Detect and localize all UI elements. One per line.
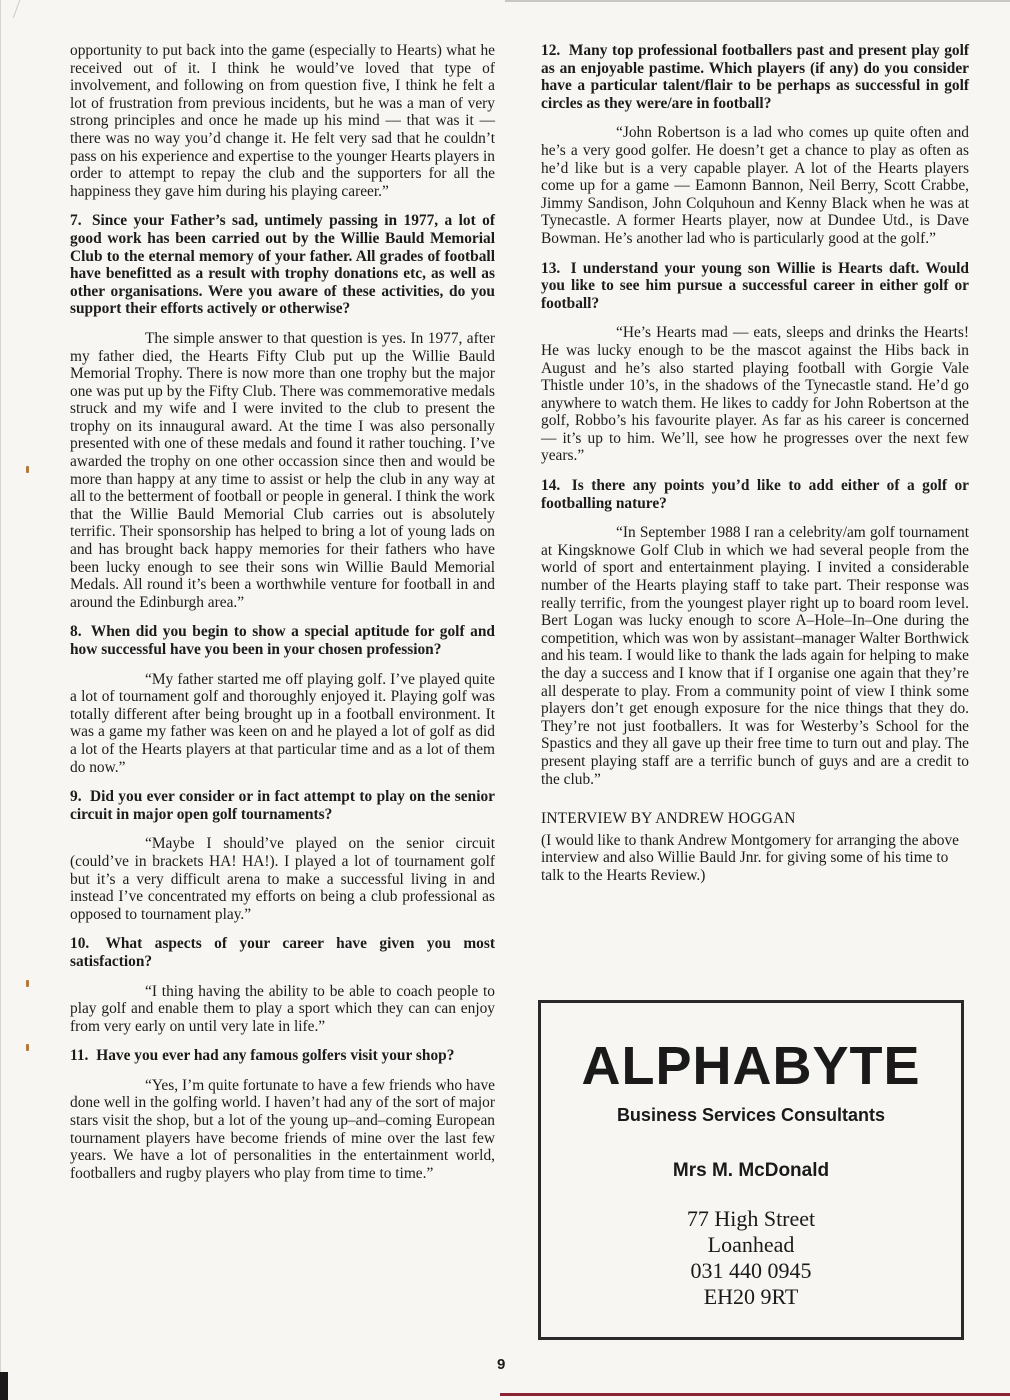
question-13 — [541, 260, 969, 313]
page-left-edge — [0, 0, 1, 1400]
question-text: What aspects of your career have given you most satisfaction? — [70, 935, 495, 970]
binding-hole-mark — [26, 980, 29, 987]
question-text: Have you ever had any famous golfers visit your shop? — [96, 1047, 455, 1065]
question-text: Did you ever consider or in fact attempt to play on the senior circuit in major open golf tournaments? — [70, 788, 495, 823]
question-11 — [70, 1047, 495, 1065]
advert-postcode: EH20 9RT — [703, 1284, 799, 1309]
page-bottom-rule — [500, 1393, 1010, 1396]
question-text: When did you begin to show a special aptitude for golf and how successful have you been in your chosen profession? — [70, 623, 495, 658]
question-number: 8. — [70, 623, 82, 641]
corner-fold-mark — [0, 0, 20, 18]
left-column — [70, 42, 495, 1182]
question-text: Since your Father’s sad, untimely passing in 1977, a lot of good work has been carried out by the Willie Bauld Memorial Club to the eternal memory of your father. All grades of football have benefitted as a result with trophy donations etc, as well as other organisations. Were you aware of these activities, do you support their efforts actively or otherwise? — [70, 212, 495, 318]
question-10 — [70, 935, 495, 970]
answer-8: “My father started me off playing golf. I’ve played quite a lot of tournament golf and thoroughly enjoyed it. Playing golf was totally different after being brought up in a football environment. It was a game my father was keen on and he played a lot of golf as did a lot of the Hearts players at that particular time and as a lot of them do now.” — [70, 670, 495, 776]
page-bottom-edge-mark — [0, 1372, 8, 1400]
question-text: Many top professional footballers past and present play golf as an enjoyable pastime. Which players (if any) do you consider have a particular talent/flair to be perhaps as successful in golf circles as they were/are in football? — [541, 42, 969, 112]
right-column — [541, 42, 969, 885]
advert-phone: 031 440 0945 — [690, 1258, 812, 1283]
thanks-note: (I would like to thank Andrew Montgomery for arranging the above interview and also Willie Bauld Jnr. for giving some of his time to talk to the Hearts Review.) — [541, 831, 960, 884]
question-number: 9. — [70, 788, 82, 806]
question-number: 11. — [70, 1047, 89, 1065]
alphabyte-advert — [538, 1000, 964, 1340]
question-9 — [70, 788, 495, 823]
page-top-edge — [505, 0, 1010, 2]
question-8 — [70, 623, 495, 658]
advert-town: Loanhead — [707, 1232, 795, 1257]
question-number: 10. — [70, 935, 90, 953]
question-12 — [541, 42, 969, 112]
question-number: 12. — [541, 42, 561, 59]
binding-hole-mark — [26, 466, 29, 473]
advert-address — [541, 1206, 961, 1310]
question-7 — [70, 212, 495, 318]
page-number: 9 — [497, 1356, 506, 1373]
question-number: 13. — [541, 259, 561, 277]
interview-credit: INTERVIEW BY ANDREW HOGGAN — [541, 810, 796, 828]
question-number: 7. — [70, 212, 82, 230]
question-text: I understand your young son Willie is Hearts daft. Would you like to see him pursue a successful career in either golf or football? — [541, 259, 969, 312]
advert-contact-name: Mrs M. McDonald — [672, 1160, 830, 1181]
advert-company-name: ALPHABYTE — [581, 1036, 921, 1096]
intro-paragraph: opportunity to put back into the game (especially to Hearts) what he received out of it. I think he would’ve loved that type of involvement, and following on from question five, I think he felt a lot of frustration from previous incidents, but he was a man of very strong principles and once he made up his mind — that was it — there was no way you’d change it. He felt very sad that he couldn’t pass on his experience and expertise to the younger Hearts players in order to attempt to repay the club and the supporters for all the happiness they gave him during his playing career.” — [70, 42, 495, 200]
answer-7: The simple answer to that question is yes. In 1977, after my father died, the Hearts Fifty Club put up the Willie Bauld Memorial Trophy. There is now more than one trophy but the major one was put up by the Fifty Club. There was commemorative medals struck and my wife and I were invited to the club to present the trophy on its innaugural award. At the time I was also personally presented with one of these medals and found it rather touching. I’ve awarded the trophy on one other occassion since then and would be more than happy at any time to assist or help the club in any way at all to the betterment of football or people in general. I think the work that the Willie Bauld Memorial Club carries out is absolutely terrific. Their sponsorship has helped to bring a lot of young lads on and has brought back happy memories for their fathers who have been lucky enough to see their sons win Willie Bauld Memorial Medals. All round it’s been a worthwhile venture for football in and around the Edinburgh area.” — [70, 329, 495, 611]
advert-tagline: Business Services Consultants — [616, 1105, 886, 1125]
binding-hole-mark — [26, 1044, 29, 1051]
answer-13: “He’s Hearts mad — eats, sleeps and drinks the Hearts! He was lucky enough to be the mascot against the Hibs back in August and he’s also started playing football with Gorgie Vale Thistle under 10’s, in the shadows of the Tynecastle stand. He’d go anywhere to watch them. He likes to caddy for John Robertson at the golf, Robbo’s his favourite player. As far as his career is concerned — it’s up to him. We’ll, see how he progresses over the next few years.” — [541, 324, 969, 465]
answer-12: “John Robertson is a lad who comes up quite often and he’s a very good golfer. He doesn’t get a chance to play as often as he’d like but is a very capable player. A lot of the Hearts players come up for a game — Eamonn Bannon, Neil Berry, Scott Crabbe, Jimmy Sandison, John Colquhoun and Kenny Black when he was at Tynecastle. A former Hearts player, now at Dundee Utd., is Dave Bowman. He’s another lad who is particularly good at the golf.” — [541, 124, 969, 247]
question-text: Is there any points you’d like to add either of a golf or footballing nature? — [541, 477, 969, 512]
question-number: 14. — [541, 477, 561, 495]
advert-street: 77 High Street — [686, 1206, 816, 1231]
answer-14: “In September 1988 I ran a celebrity/am golf tournament at Kingsknowe Golf Club in which we had several people from the world of sport and entertainment playing. I invited a considerable number of the Hearts playing staff to take part. Their response was really terrific, from the youngest player right up to board room level. Bert Logan was lucky enough to score A–Hole–In–One during the competition, which was won by assistant–manager Walter Borthwick and his team. I would like to thank the lads again for helping to make the day a success and I know that if I organise one again that they’re all desperate to play. From a community point of view I think some players don’t get enough exposure for the nice things that they do. They’re not just footballers. It was for Westerby’s School for the Spastics and they all gave up their free time to turn out and play. The present playing staff are a terrific bunch of guys and are a credit to the club.” — [541, 524, 969, 788]
answer-11: “Yes, I’m quite fortunate to have a few friends who have done well in the golfing world. I haven’t had any of the sort of major stars visit the shop, but a lot of the young up–and–coming European tournament players have become friends of mine over the last few years. We have a lot of personalities in the entertainment world, footballers and rugby players who play from time to time.” — [70, 1076, 495, 1182]
answer-9: “Maybe I should’ve played on the senior circuit (could’ve in brackets HA! HA!). I played a lot of tournament golf but it’s a very difficult arena to make a successful living in and instead I’ve concentrated my efforts on being a club professional as opposed to tournament play.” — [70, 835, 495, 923]
answer-10: “I thing having the ability to be able to coach people to play golf and enable them to play a sport which they can can enjoy from very early on until very late in life.” — [70, 982, 495, 1035]
question-14 — [541, 477, 969, 512]
